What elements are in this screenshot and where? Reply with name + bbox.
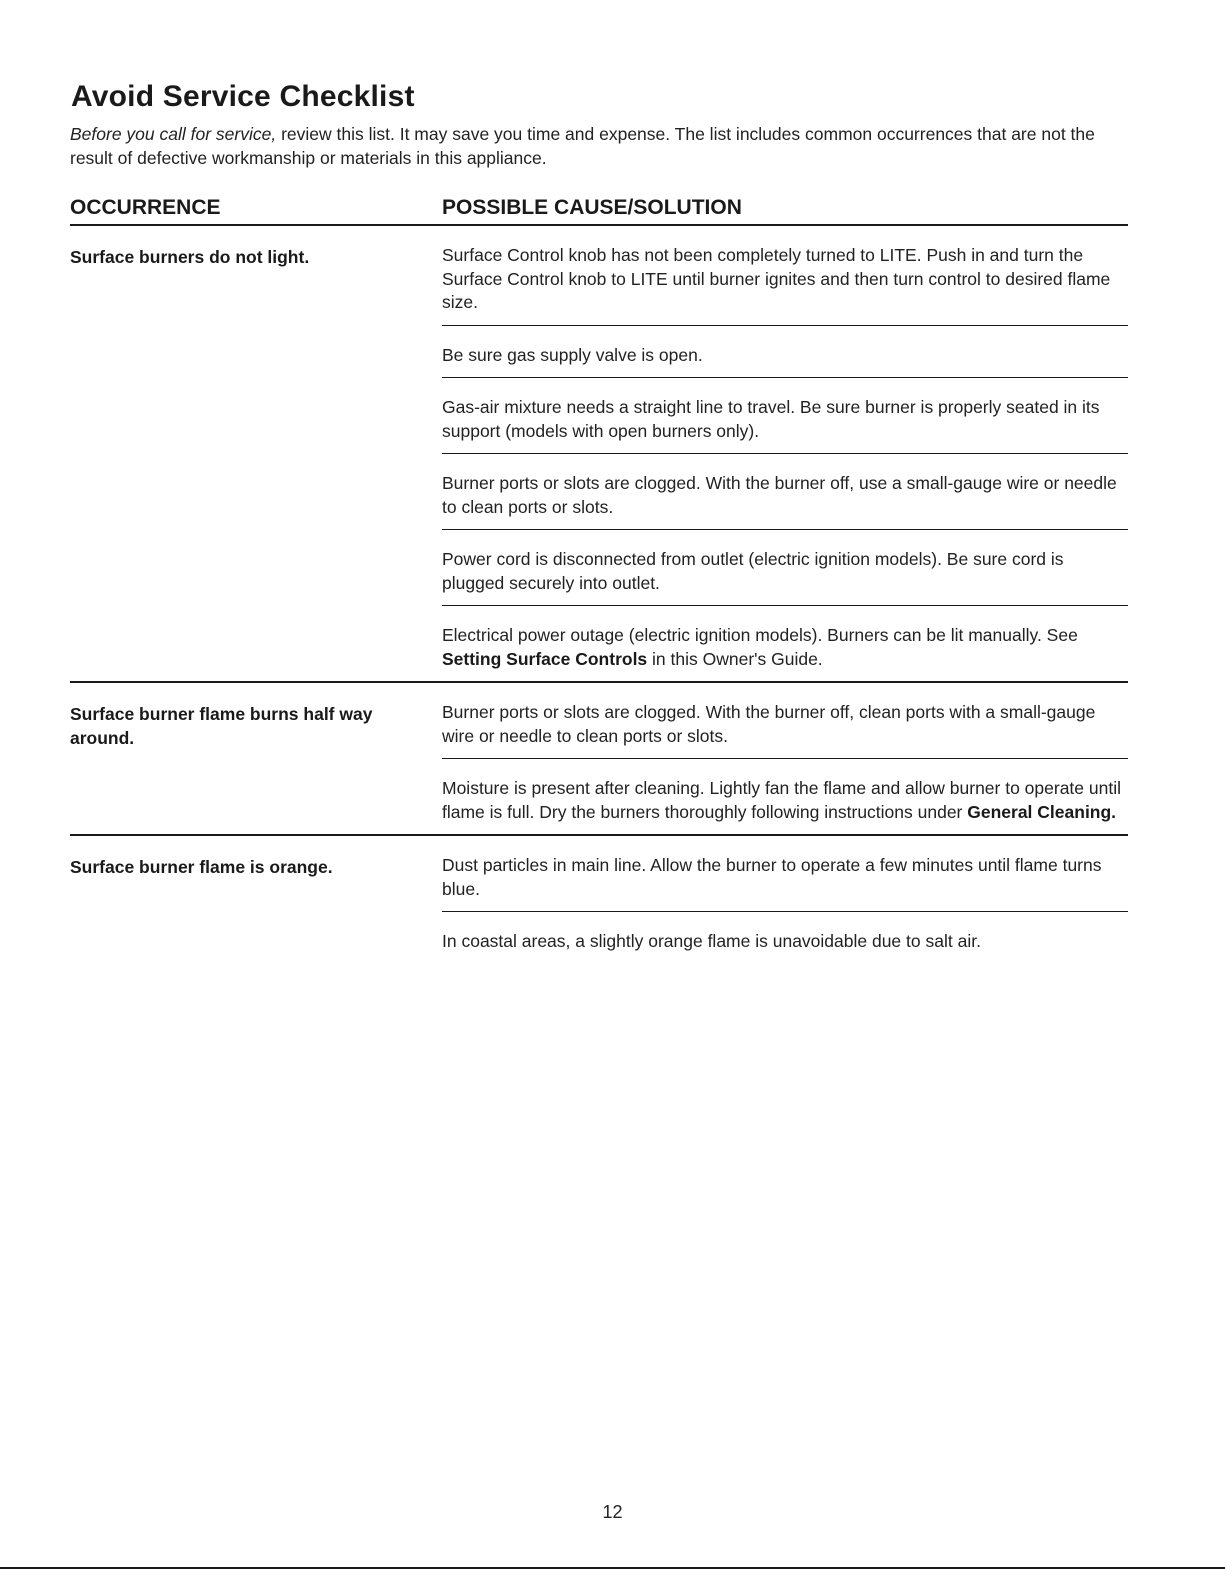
solution-text: Burner ports or slots are clogged. With the burner off, use a small-gauge wire or needle to clean ports or slots. — [442, 473, 1117, 517]
solution-item — [442, 326, 1128, 379]
solution-text: In coastal areas, a slightly orange flame is unavoidable due to salt air. — [442, 931, 981, 951]
occurrence-text: Surface burner flame burns half way around. — [70, 704, 373, 748]
checklist-table — [70, 226, 1128, 964]
solution-text: Surface Control knob has not been completely turned to LITE. Push in and turn the Surface Control knob to LITE until burner ignites and then turn control to desired flame size. — [442, 245, 1111, 312]
solution-header: POSSIBLE CAUSE/SOLUTION — [442, 196, 742, 219]
solution-reference: General Cleaning. — [967, 801, 1117, 822]
page-number: 12 — [602, 1502, 623, 1522]
solution-text: Gas-air mixture needs a straight line to travel. Be sure burner is properly seated in its support (models with open burners only). — [442, 397, 1100, 441]
solution-item — [442, 759, 1128, 834]
solution-list — [442, 683, 1128, 834]
occurrence-header: OCCURRENCE — [70, 196, 221, 219]
intro-lead: Before you call for service, — [70, 124, 277, 144]
checklist-row — [70, 226, 1128, 683]
solution-item — [442, 912, 1128, 964]
solution-list — [442, 836, 1128, 964]
solution-item — [442, 530, 1128, 606]
solution-item — [442, 378, 1128, 454]
solution-item — [442, 836, 1128, 912]
intro-text: review this list. It may save you time and expense. The list includes common occurrences that are not the result of defective workmanship or materials in this appliance. — [70, 124, 1095, 168]
solution-item — [442, 606, 1128, 681]
occurrence-text: Surface burners do not light. — [70, 247, 310, 267]
occurrence-text: Surface burner flame is orange. — [70, 857, 333, 877]
solution-item — [442, 454, 1128, 530]
solution-text: Moisture is present after cleaning. Lightly fan the flame and allow burner to operate until flame is full. Dry the burners thoroughly following instructions under — [442, 778, 1121, 822]
solution-text: Dust particles in main line. Allow the burner to operate a few minutes until flame turns blue. — [442, 855, 1102, 899]
column-headers — [70, 196, 1128, 226]
solution-text: Power cord is disconnected from outlet (electric ignition models). Be sure cord is plugged securely into outlet. — [442, 549, 1064, 593]
solution-item — [442, 226, 1128, 326]
checklist-page — [70, 78, 1128, 964]
solution-text: Electrical power outage (electric ignition models). Burners can be lit manually. See — [442, 625, 1078, 645]
solution-list — [442, 226, 1128, 681]
solution-item — [442, 683, 1128, 759]
solution-text: Burner ports or slots are clogged. With the burner off, clean ports with a small-gauge wire or needle to clean ports or slots. — [442, 702, 1096, 746]
page-title: Avoid Service Checklist — [71, 80, 415, 113]
intro-paragraph — [70, 122, 1128, 170]
bottom-rule — [0, 1567, 1225, 1569]
solution-reference: Setting Surface Controls — [442, 648, 648, 669]
checklist-row — [70, 836, 1128, 964]
checklist-row — [70, 683, 1128, 836]
solution-text: Be sure gas supply valve is open. — [442, 344, 703, 365]
solution-text-after: in this Owner's Guide. — [647, 648, 823, 669]
